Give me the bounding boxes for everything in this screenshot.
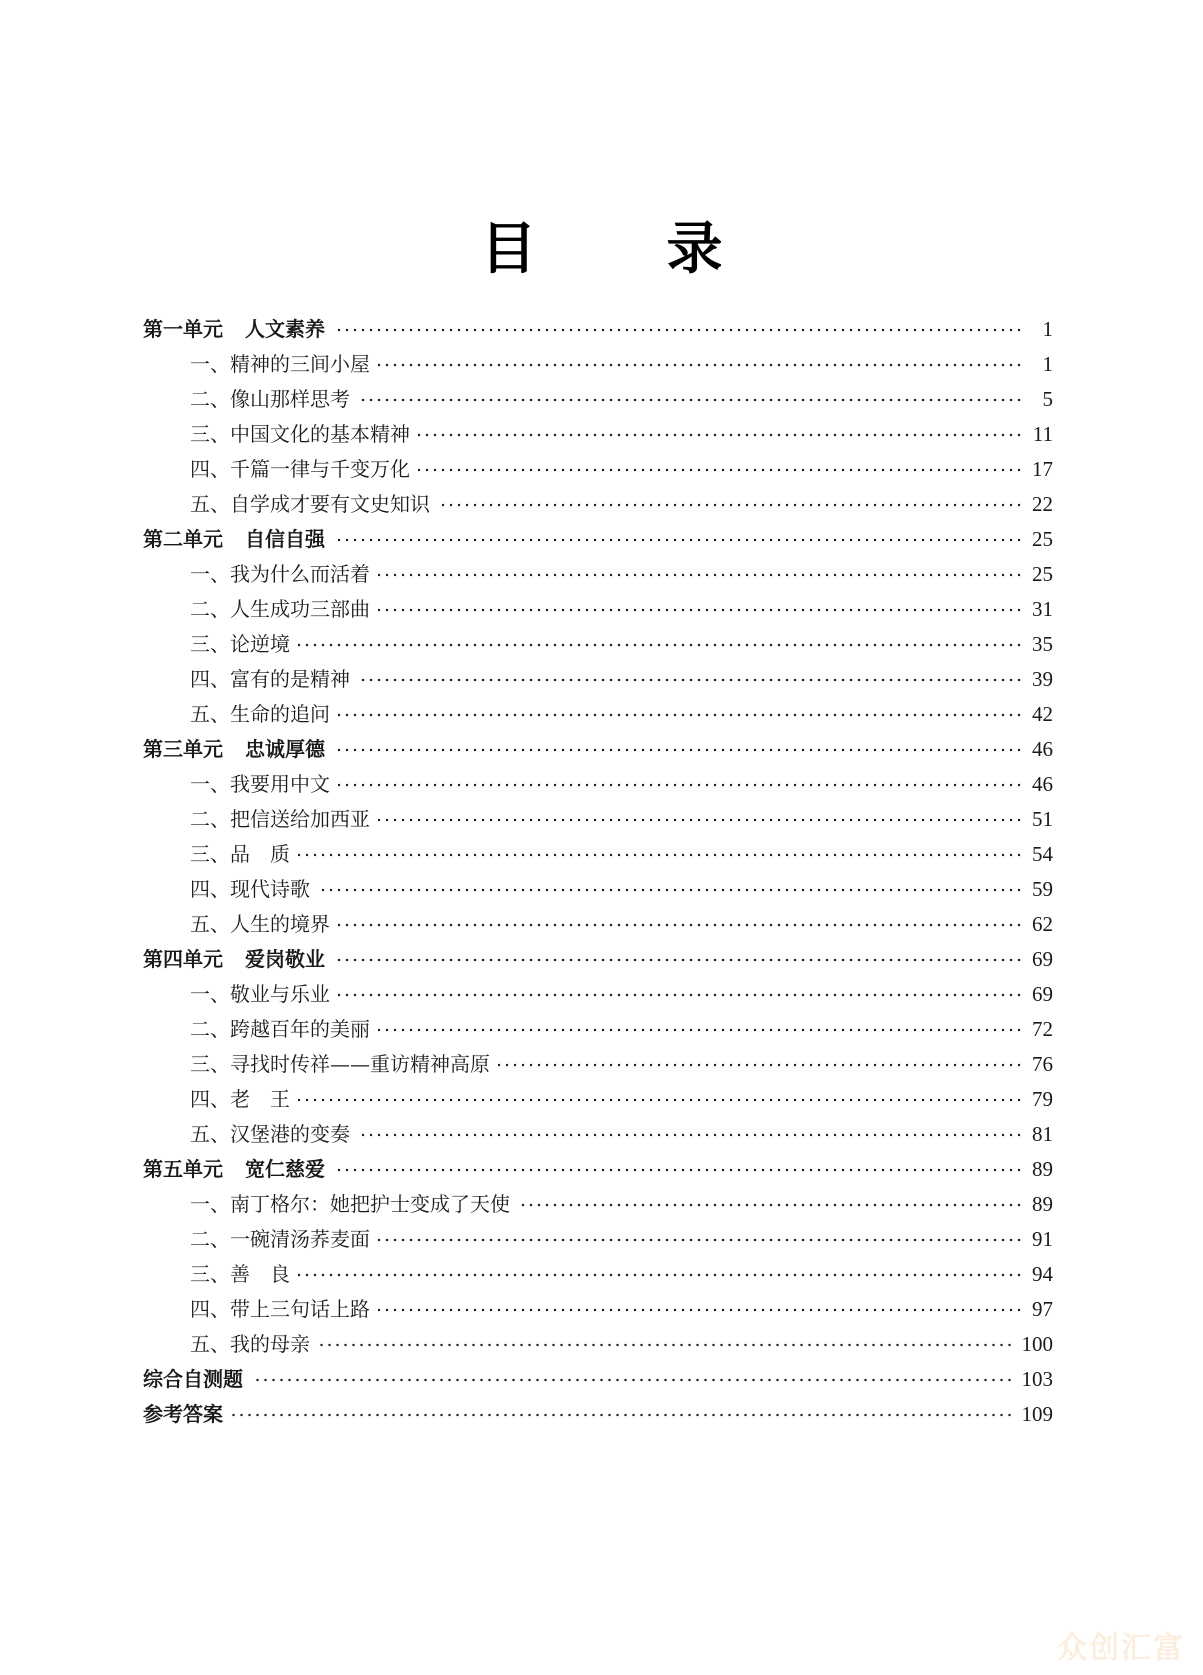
lesson-title: 二、把信送给加西亚 bbox=[190, 807, 370, 831]
page-number: 25 bbox=[1032, 562, 1053, 586]
unit-prefix: 第四单元 bbox=[143, 947, 223, 971]
extra-title: 综合自测题 bbox=[143, 1367, 243, 1391]
page-number: 1 bbox=[1042, 317, 1053, 341]
page-number: 39 bbox=[1032, 667, 1053, 691]
dot-leader bbox=[333, 958, 1023, 962]
lesson-title: 四、富有的是精神 bbox=[190, 667, 350, 691]
lesson-title: 一、我要用中文 bbox=[190, 772, 330, 796]
table-of-contents bbox=[143, 312, 1053, 1432]
page-number: 59 bbox=[1032, 877, 1053, 901]
toc-lesson[interactable] bbox=[143, 1012, 1053, 1047]
lesson-title: 五、汉堡港的变奏 bbox=[190, 1122, 350, 1146]
toc-lesson[interactable] bbox=[143, 977, 1053, 1012]
page-number: 89 bbox=[1032, 1157, 1053, 1181]
toc-lesson[interactable] bbox=[143, 347, 1053, 382]
page-number: 72 bbox=[1032, 1017, 1053, 1041]
dot-leader bbox=[378, 573, 1023, 577]
dot-leader bbox=[318, 888, 1023, 892]
toc-lesson[interactable] bbox=[143, 1047, 1053, 1082]
dot-leader bbox=[418, 468, 1023, 472]
page-number: 42 bbox=[1032, 702, 1053, 726]
toc-lesson[interactable] bbox=[143, 487, 1053, 522]
lesson-title: 四、现代诗歌 bbox=[190, 877, 310, 901]
lesson-title: 三、中国文化的基本精神 bbox=[190, 422, 410, 446]
page-number: 109 bbox=[1021, 1402, 1053, 1426]
page-number: 5 bbox=[1042, 387, 1053, 411]
lesson-title: 二、像山那样思考 bbox=[190, 387, 350, 411]
lesson-title: 一、敬业与乐业 bbox=[190, 982, 330, 1006]
lesson-title: 四、千篇一律与千变万化 bbox=[190, 457, 410, 481]
dot-leader bbox=[298, 643, 1023, 647]
toc-lesson[interactable] bbox=[143, 662, 1053, 697]
page-title-char-2: 录 bbox=[666, 216, 723, 282]
lesson-title: 一、精神的三间小屋 bbox=[190, 352, 370, 376]
dot-leader bbox=[298, 1273, 1023, 1277]
page-number: 103 bbox=[1021, 1367, 1053, 1391]
dot-leader bbox=[298, 1098, 1023, 1102]
dot-leader bbox=[358, 398, 1023, 402]
dot-leader bbox=[378, 1028, 1023, 1032]
lesson-title: 三、善 良 bbox=[190, 1262, 290, 1286]
page-number: 76 bbox=[1032, 1052, 1053, 1076]
toc-lesson[interactable] bbox=[143, 592, 1053, 627]
toc-lesson[interactable] bbox=[143, 697, 1053, 732]
page-number: 94 bbox=[1032, 1262, 1053, 1286]
toc-lesson[interactable] bbox=[143, 417, 1053, 452]
toc-lesson[interactable] bbox=[143, 1327, 1053, 1362]
dot-leader bbox=[518, 1203, 1023, 1207]
toc-unit-5[interactable] bbox=[143, 1152, 1053, 1187]
unit-name: 忠诚厚德 bbox=[245, 737, 325, 761]
page-number: 69 bbox=[1032, 982, 1053, 1006]
page-number: 97 bbox=[1032, 1297, 1053, 1321]
lesson-title: 五、自学成才要有文史知识 bbox=[190, 492, 430, 516]
page-number: 11 bbox=[1032, 422, 1053, 446]
page-number: 54 bbox=[1032, 842, 1053, 866]
toc-lesson[interactable] bbox=[143, 1292, 1053, 1327]
lesson-title: 三、论逆境 bbox=[190, 632, 290, 656]
toc-unit-2[interactable] bbox=[143, 522, 1053, 557]
toc-lesson[interactable] bbox=[143, 1117, 1053, 1152]
toc-lesson[interactable] bbox=[143, 837, 1053, 872]
dot-leader bbox=[378, 608, 1023, 612]
toc-lesson[interactable] bbox=[143, 382, 1053, 417]
toc-self-test[interactable] bbox=[143, 1362, 1053, 1397]
dot-leader bbox=[338, 923, 1023, 927]
lesson-title: 四、老 王 bbox=[190, 1087, 290, 1111]
page-title-char-1: 目 bbox=[480, 216, 537, 282]
lesson-title: 二、人生成功三部曲 bbox=[190, 597, 370, 621]
dot-leader bbox=[378, 818, 1023, 822]
dot-leader bbox=[338, 993, 1023, 997]
toc-unit-3[interactable] bbox=[143, 732, 1053, 767]
page-number: 35 bbox=[1032, 632, 1053, 656]
toc-answer-key[interactable] bbox=[143, 1397, 1053, 1432]
toc-lesson[interactable] bbox=[143, 907, 1053, 942]
dot-leader bbox=[378, 363, 1023, 367]
dot-leader bbox=[498, 1063, 1023, 1067]
lesson-title: 五、我的母亲 bbox=[190, 1332, 310, 1356]
toc-lesson[interactable] bbox=[143, 557, 1053, 592]
toc-unit-4[interactable] bbox=[143, 942, 1053, 977]
extra-title: 参考答案 bbox=[143, 1402, 223, 1426]
lesson-title: 四、带上三句话上路 bbox=[190, 1297, 370, 1321]
toc-lesson[interactable] bbox=[143, 452, 1053, 487]
toc-lesson[interactable] bbox=[143, 872, 1053, 907]
page-number: 22 bbox=[1032, 492, 1053, 516]
toc-lesson[interactable] bbox=[143, 627, 1053, 662]
dot-leader bbox=[438, 503, 1023, 507]
dot-leader bbox=[418, 433, 1023, 437]
lesson-title: 五、生命的追问 bbox=[190, 702, 330, 726]
page-number: 79 bbox=[1032, 1087, 1053, 1111]
dot-leader bbox=[378, 1308, 1023, 1312]
dot-leader bbox=[251, 1378, 1014, 1382]
unit-name: 宽仁慈爱 bbox=[245, 1157, 325, 1181]
lesson-title: 二、跨越百年的美丽 bbox=[190, 1017, 370, 1041]
page-number: 51 bbox=[1032, 807, 1053, 831]
dot-leader bbox=[298, 853, 1023, 857]
page-number: 1 bbox=[1042, 352, 1053, 376]
dot-leader bbox=[358, 678, 1023, 682]
unit-name: 人文素养 bbox=[245, 317, 325, 341]
dot-leader bbox=[318, 1343, 1014, 1347]
toc-lesson[interactable] bbox=[143, 802, 1053, 837]
unit-prefix: 第五单元 bbox=[143, 1157, 223, 1181]
page-title bbox=[0, 205, 1203, 285]
lesson-title: 三、寻找时传祥——重访精神高原 bbox=[190, 1052, 490, 1076]
unit-name: 自信自强 bbox=[245, 527, 325, 551]
toc-unit-1[interactable] bbox=[143, 312, 1053, 347]
page-number: 46 bbox=[1032, 737, 1053, 761]
dot-leader bbox=[231, 1413, 1014, 1417]
dot-leader bbox=[333, 1168, 1023, 1172]
dot-leader bbox=[378, 1238, 1023, 1242]
toc-lesson[interactable] bbox=[143, 1187, 1053, 1222]
page-number: 46 bbox=[1032, 772, 1053, 796]
page-number: 100 bbox=[1021, 1332, 1053, 1356]
lesson-title: 三、品 质 bbox=[190, 842, 290, 866]
unit-prefix: 第二单元 bbox=[143, 527, 223, 551]
dot-leader bbox=[333, 538, 1023, 542]
dot-leader bbox=[338, 713, 1023, 717]
page-number: 69 bbox=[1032, 947, 1053, 971]
dot-leader bbox=[333, 328, 1023, 332]
lesson-title: 一、南丁格尔：她把护士变成了天使 bbox=[190, 1192, 510, 1216]
page-number: 17 bbox=[1032, 457, 1053, 481]
toc-lesson[interactable] bbox=[143, 1082, 1053, 1117]
lesson-title: 一、我为什么而活着 bbox=[190, 562, 370, 586]
dot-leader bbox=[338, 783, 1023, 787]
lesson-title: 二、一碗清汤荞麦面 bbox=[190, 1227, 370, 1251]
page-number: 89 bbox=[1032, 1192, 1053, 1216]
toc-lesson[interactable] bbox=[143, 767, 1053, 802]
page-number: 62 bbox=[1032, 912, 1053, 936]
page-number: 91 bbox=[1032, 1227, 1053, 1251]
unit-name: 爱岗敬业 bbox=[245, 947, 325, 971]
page-number: 81 bbox=[1032, 1122, 1053, 1146]
lesson-title: 五、人生的境界 bbox=[190, 912, 330, 936]
page-number: 31 bbox=[1032, 597, 1053, 621]
page-number: 25 bbox=[1032, 527, 1053, 551]
dot-leader bbox=[333, 748, 1023, 752]
toc-lesson[interactable] bbox=[143, 1257, 1053, 1292]
toc-lesson[interactable] bbox=[143, 1222, 1053, 1257]
unit-prefix: 第一单元 bbox=[143, 317, 223, 341]
watermark-logo: 众创汇富 bbox=[1057, 1631, 1185, 1666]
unit-prefix: 第三单元 bbox=[143, 737, 223, 761]
dot-leader bbox=[358, 1133, 1023, 1137]
